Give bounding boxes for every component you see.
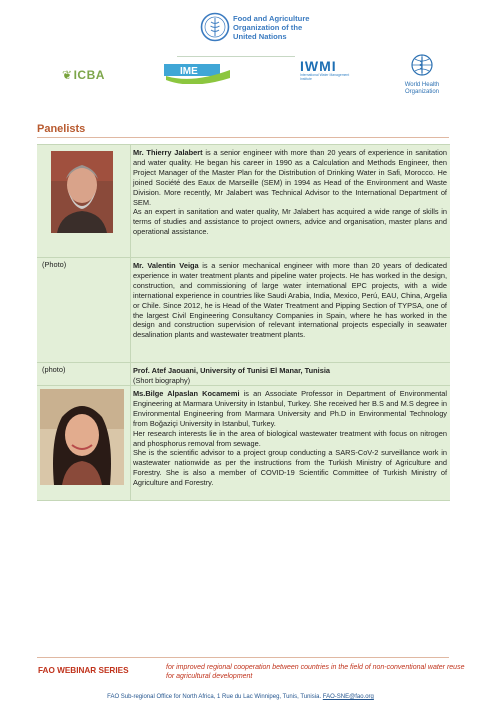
panelist-photo (51, 151, 113, 233)
email-link[interactable]: FAO-SNE@fao.org (322, 694, 374, 700)
iwmi-text: IWMI (300, 58, 337, 74)
panelist-name: Mr. Valentin Veiga (133, 261, 199, 270)
panelist-photo (40, 389, 124, 485)
panelist-bio: is an Associate Professor in Department of Environmental Engineering at Marmara University in Istanbul, Turkey. She received her B.S and M.S degree in Environmental Engineering from Marmara University and Ph.D in Environmental Technology from Boğaziçi University in Istanbul, Turkey. (133, 389, 447, 428)
fao-name (233, 14, 310, 41)
panelist-name: Prof. Atef Jaouani, University of Tunisi El Manar, Tunisia (133, 366, 330, 375)
who-emblem-icon (410, 53, 434, 77)
fao-emblem-icon (200, 12, 230, 42)
section-title: Panelists (37, 123, 86, 135)
photo-cell (37, 258, 131, 362)
bio-paragraph (133, 366, 447, 386)
panelist-row (37, 385, 450, 501)
photo-cell (37, 363, 131, 385)
photo-cell (37, 145, 131, 257)
panelist-row (37, 144, 450, 257)
webinar-series-title: FAO WEBINAR SERIES (38, 666, 129, 675)
panelist-row (37, 362, 450, 385)
address-text: FAO Sub-regional Office for North Africa, 1 Rue du Lac Winnipeg, Tunis, Tunisia. (107, 694, 323, 700)
ime-logo-graphic (162, 60, 232, 84)
icba-text: ICBA (73, 68, 105, 82)
panelist-row (37, 257, 450, 362)
fao-logo (200, 12, 320, 46)
partner-logos (0, 50, 481, 96)
fao-name-line: United Nations (233, 32, 287, 41)
photo-placeholder-label: (Photo) (42, 260, 67, 269)
bio-cell (133, 386, 450, 490)
webinar-tagline: for improved regional cooperation between countries in the field of non-conventional water reuse for agricultural development (166, 664, 465, 680)
iwmi-logo (300, 59, 352, 81)
panelist-bio: (Short biography) (133, 375, 191, 385)
fao-name-line: Food and Agriculture (233, 14, 310, 23)
panelist-name: Ms.Bilge Alpaslan Kocamemi (133, 389, 240, 398)
panelist-bio-continued: Her research interests lie in the area of biological wastewater treatment with focus on nitrogen and phosphorus removal from sewage. (133, 428, 447, 448)
who-name-line: World Health (404, 82, 440, 88)
ime-logo (162, 60, 232, 84)
panelist-bio: is a senior mechanical engineer with more than 20 years of dedicated experience in water treatment plants and pipeline water projects. He has worked in the design, construction, and commissioning of large water international EPC projects, with a wide international experience in countries like Saudi Arabia, India, Mexico, Perú, EAU, China, Argelia or Chile. Since 2012, he is Head of the Water Treatment and Pipping Section of TYPSA, one of the largest Civil Engineering Consultancy Companies in Spain, where he has worked in the design and construction supervision of relevant international projects especially in seawater desalination plants and wastewater treatment plants. (133, 261, 447, 340)
who-logo (402, 53, 442, 96)
panelist-bio: is a senior engineer with more than 20 years of experience in sanitation and water quality. He began his career in 1990 as a Calculation and Methods Engineer, then Project Manager of the Master Plan for the Distribution of Drinking Water in Safi, Morocco. He joined Société des Eaux de Marseille (SEM) in 1994 as Head of the Environment and Waste Division. More recently, Mr Jalabert was Technical Advisor to the International Department of SEM. (133, 148, 448, 207)
bio-cell (133, 258, 450, 342)
iwmi-subtitle: International Water Management Institute (300, 73, 350, 81)
bio-paragraph (133, 389, 447, 429)
footer-address (0, 694, 481, 700)
ime-text: IME (180, 66, 198, 77)
photo-cell (37, 386, 131, 500)
panelist-bio-continued: As an expert in sanitation and water quality, Mr Jalabert has acquired a wide range of skills in terms of studies and assistance to project owners, advice and organisation, master plans and operational assistance. (133, 207, 447, 237)
who-name-line: Organization (404, 89, 440, 95)
footer-divider (37, 657, 449, 658)
icba-logo (62, 68, 105, 82)
leaf-icon: ❦ (62, 68, 73, 82)
bio-paragraph (133, 261, 447, 340)
panelist-name: Mr. Thierry Jalabert (133, 148, 203, 157)
panelists-table (37, 144, 450, 501)
photo-placeholder-label: (photo) (42, 365, 66, 374)
bio-paragraph (133, 148, 447, 207)
panelist-bio-continued: She is the scientific advisor to a project group conducting a SARS-CoV-2 surveillance work in wastewater nationwide as per the instructions from the Turkish Ministry of Agriculture and Forestry. She is also a member of COVID-19 Scientific Committee of Turkish Ministry of Agriculture and Forestry. (133, 448, 447, 488)
section-divider (37, 137, 449, 138)
bio-cell (133, 145, 450, 239)
fao-name-line: Organization of the (233, 23, 303, 32)
